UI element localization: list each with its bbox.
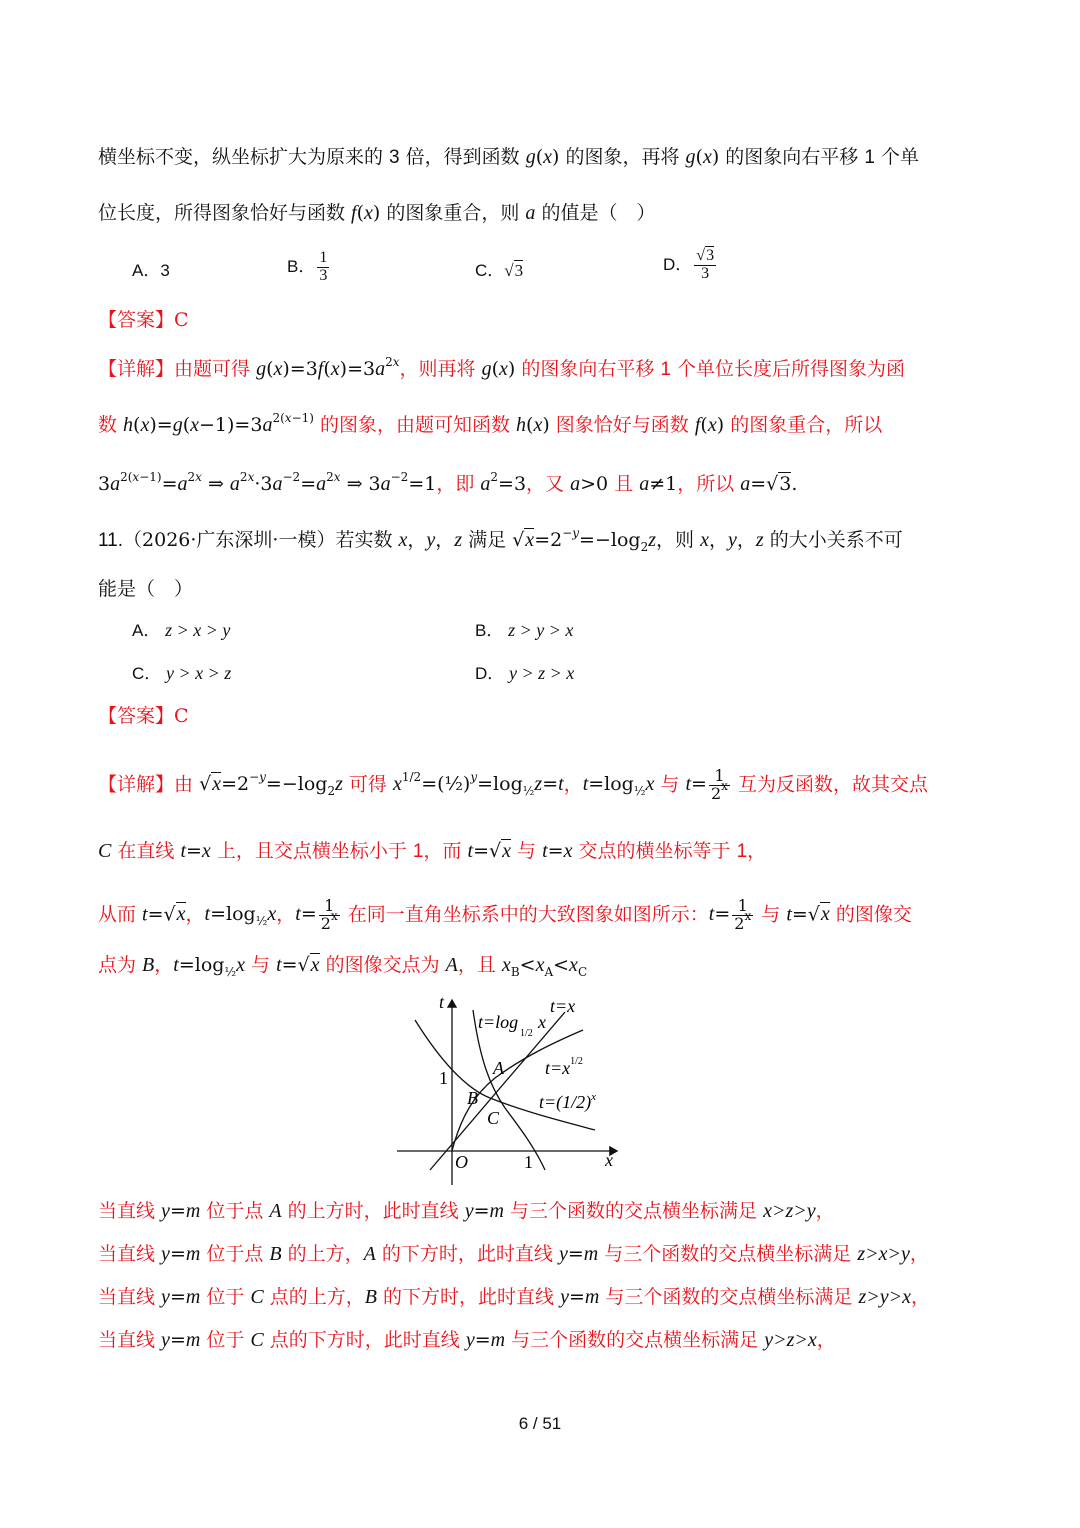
q11-answer: 【答案】C bbox=[98, 705, 189, 727]
q10-detail-line3: $3a^{2(x-1)}=a^{2x}$ ⇒ $a^{2x}\cdot 3a^{-2}=a^{2x}$ ⇒ $3a^{-2}=1$，即 $a^2=3$，又 a>0 且 a≠1，所以 a=√3. bbox=[98, 470, 798, 495]
line-t-eq-x bbox=[430, 1012, 565, 1170]
q10-detail-line2: 数 $h(x)=g(x-1)=3a^{2(x-1)}$ 的图象，由题可知函数 h(x) 图象恰好与函数 f(x) 的图象重合，所以 bbox=[98, 411, 883, 436]
point-b-label: B bbox=[467, 1088, 478, 1108]
q10-answer: 【答案】C bbox=[98, 309, 189, 331]
q10-option-a: A．3 bbox=[132, 261, 170, 280]
q10-option-b: B． $\frac{1}{3}$ bbox=[287, 249, 328, 284]
q10-stem-line2: 位长度，所得图象恰好与函数 f(x) 的图象重合，则 a 的值是（ ） bbox=[98, 202, 656, 224]
function-graph bbox=[395, 990, 625, 1190]
label-exp: $t=(1/2)^x$ bbox=[539, 1091, 597, 1112]
label-line: t=x bbox=[550, 996, 576, 1016]
label-log: t=log1/2x bbox=[478, 1012, 546, 1039]
point-a-label: A bbox=[493, 1058, 504, 1078]
q10-stem-line1: 横坐标不变，纵坐标扩大为原来的 3 倍，得到函数 g(x) 的图象，再将 g(x) 的图象向右平移 1 个单 bbox=[98, 146, 919, 168]
label-sqrt: $t=x^{1/2}$ bbox=[545, 1056, 583, 1078]
q11-case-3: 当直线 y=m 位于 C 点的上方，B 的下方时，此时直线 y=m 与三个函数的交点横坐标满足 z>y>x， bbox=[98, 1286, 931, 1308]
q11-case-4: 当直线 y=m 位于 C 点的下方时，此时直线 y=m 与三个函数的交点横坐标满足 y>z>x， bbox=[98, 1329, 836, 1351]
q11-option-d: D． y > z > x bbox=[475, 663, 575, 683]
q11-case-1: 当直线 y=m 位于点 A 的上方时，此时直线 y=m 与三个函数的交点横坐标满足 x>z>y， bbox=[98, 1200, 835, 1222]
q10-option-d: D． $\frac{√3}{3}$ bbox=[663, 247, 715, 282]
q10-option-c: C．√3 bbox=[475, 261, 524, 280]
page-number: 6 / 51 bbox=[518, 1414, 562, 1433]
q11-detail-line3: 从而 t=√x，$t=\log_{\frac{1}{2}}x$，t= $\frac{1}{2^x}$ 在同一直角坐标系中的大致图象如图所示：t= $\frac{1}{2^x}$ 与 t=√x 的图像交 bbox=[98, 896, 912, 933]
q11-detail-line4: 点为 B，$t=\log_{\frac{1}{2}}x$ 与 t=√x 的图像交点为 A，且 $x_B<x_A<x_C$ bbox=[98, 954, 588, 979]
q10-detail-line1: 【详解】由题可得 $g(x)=3f(x)=3a^{2x}$，则再将 g(x) 的图象向右平移 1 个单位长度后所得图象为函 bbox=[98, 355, 906, 380]
tick-one-x: 1 bbox=[524, 1152, 533, 1172]
q11-stem-line2: 能是（ ） bbox=[98, 578, 194, 600]
q11-stem-line1: 11.（2026·广东深圳·一模）若实数 x，y，z 满足 $√x=2^{-y}=-\log_2z$，则 x，y，z 的大小关系不可 bbox=[98, 526, 903, 554]
axis-x-label: x bbox=[605, 1150, 613, 1170]
q11-option-b: B． z > y > x bbox=[475, 620, 574, 640]
q11-option-c: C． y > x > z bbox=[132, 663, 232, 683]
curve-log-half bbox=[473, 1010, 545, 1170]
tick-one-y: 1 bbox=[439, 1068, 448, 1088]
axis-t-label: t bbox=[439, 992, 445, 1012]
point-c-label: C bbox=[487, 1108, 500, 1128]
q11-detail-line2: C 在直线 t=x 上，且交点横坐标小于 1，而 t=√x 与 t=x 交点的横坐标等于 1， bbox=[98, 840, 767, 862]
q11-detail-line1: 【详解】由 $√x=2^{-y}=-\log_2z$ 可得 $x^{1/2}=(\frac{1}{2})^y=\log_{\frac{1}{2}}z=t$，$t=\log_{\frac{1}{2}}x$ 与 t= $\frac{1}{2^x}$ 互为反函数，故其交点 bbox=[98, 766, 928, 803]
q11-case-2: 当直线 y=m 位于点 B 的上方，A 的下方时，此时直线 y=m 与三个函数的交点横坐标满足 z>x>y， bbox=[98, 1243, 929, 1265]
origin-label: O bbox=[455, 1152, 468, 1172]
q11-option-a: A． z > x > y bbox=[132, 620, 231, 640]
